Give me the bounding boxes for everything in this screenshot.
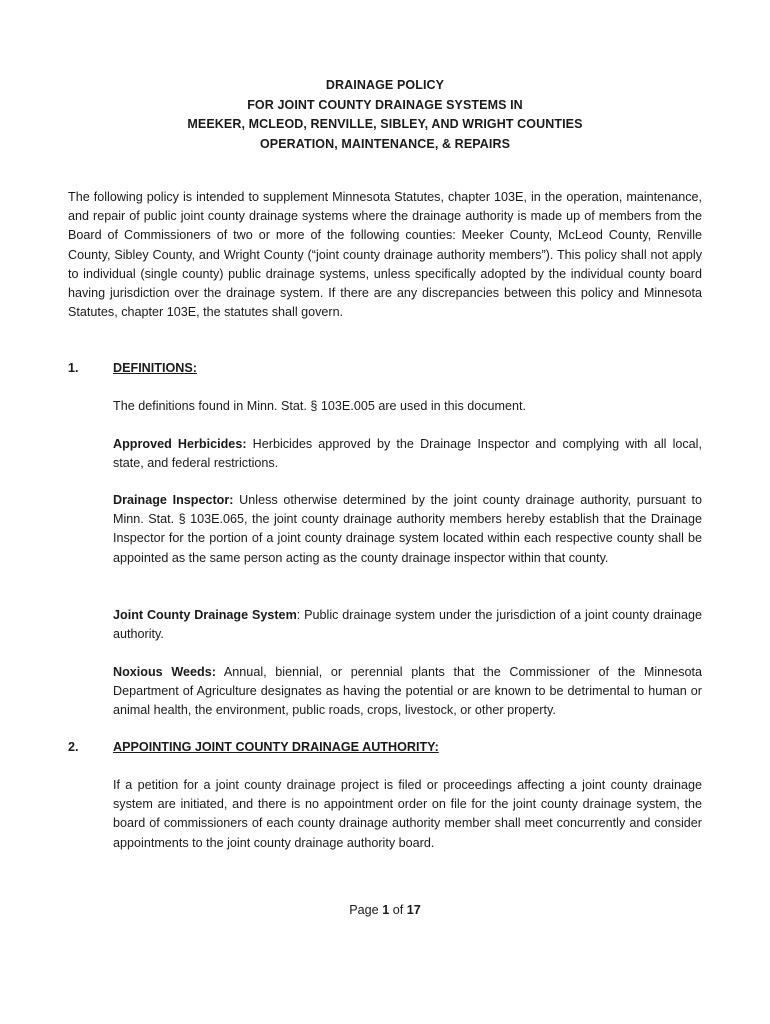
section-2-title: APPOINTING JOINT COUNTY DRAINAGE AUTHORITY:: [113, 740, 439, 754]
title-line-4: OPERATION, MAINTENANCE, & REPAIRS: [259, 136, 511, 151]
section-2-number: 2.: [68, 740, 79, 754]
footer-middle: of: [389, 903, 407, 917]
definition-term: Drainage Inspector:: [113, 493, 234, 507]
definition-joint-county-drainage-system: [113, 606, 702, 644]
title-line-1: DRAINAGE POLICY: [325, 78, 445, 92]
definition-text: : Public drainage system under the jurisdiction of a joint county drainage authority.: [113, 608, 702, 642]
definitions-intro: The definitions found in Minn. Stat. § 103E.005 are used in this document.: [113, 399, 527, 413]
section-1-title: DEFINITIONS:: [113, 361, 197, 375]
page-footer: [0, 901, 770, 920]
definition-approved-herbicides: [113, 435, 702, 473]
footer-total-pages: 17: [406, 903, 421, 917]
intro-paragraph: The following policy is intended to supplement Minnesota Statutes, chapter 103E, in the operation, maintenance, and repair of public joint county drainage systems where the drainage authority is made up of members from the Board of Commissioners of two or more of the following counties: Meeker County, McLeod County, Renville County, Sibley County, and Wright County (“joint county drainage authority members”). This policy shall not apply to individual (single county) public drainage systems, unless specifically adopted by the individual county board having jurisdiction over the drainage system. If there are any discrepancies between this policy and Minnesota Statutes, chapter 103E, the statutes shall govern.: [68, 190, 702, 320]
section-2-paragraph: If a petition for a joint county drainage project is filed or proceedings affecting a joint county drainage system are initiated, and there is no appointment order on file for the joint county drainage system, the board of commissioners of each county drainage authority member shall meet concurrently and consider appointments to the joint county drainage authority board.: [113, 778, 702, 850]
title-line-2: FOR JOINT COUNTY DRAINAGE SYSTEMS IN: [247, 97, 523, 112]
definition-text: Annual, biennial, or perennial plants that the Commissioner of the Minnesota Department of Agriculture designates as having the potential or are known to be detrimental to human or animal health, the environment, public roads, crops, livestock, or other property.: [113, 665, 702, 718]
document-title: [0, 76, 770, 154]
definition-term: Joint County Drainage System: [113, 608, 297, 622]
footer-current-page: 1: [382, 903, 390, 917]
definition-term: Noxious Weeds:: [113, 665, 216, 679]
definition-drainage-inspector: [113, 491, 702, 568]
definition-text: Herbicides approved by the Drainage Inspector and complying with all local, state, and federal restrictions.: [113, 437, 702, 471]
title-line-3: MEEKER, MCLEOD, RENVILLE, SIBLEY, AND WRIGHT COUNTIES: [187, 117, 583, 131]
definition-noxious-weeds: [113, 663, 702, 721]
footer-prefix: Page: [349, 903, 383, 917]
definition-text: Unless otherwise determined by the joint county drainage authority, pursuant to Minn. Stat. § 103E.065, the joint county drainage authority members hereby establish that the Drainage Inspector for the portion of a joint county drainage system located within each respective county shall be appointed as the same person acting as the county drainage inspector within that county.: [113, 493, 702, 565]
definition-term: Approved Herbicides:: [113, 437, 247, 451]
section-1-number: 1.: [68, 361, 79, 375]
